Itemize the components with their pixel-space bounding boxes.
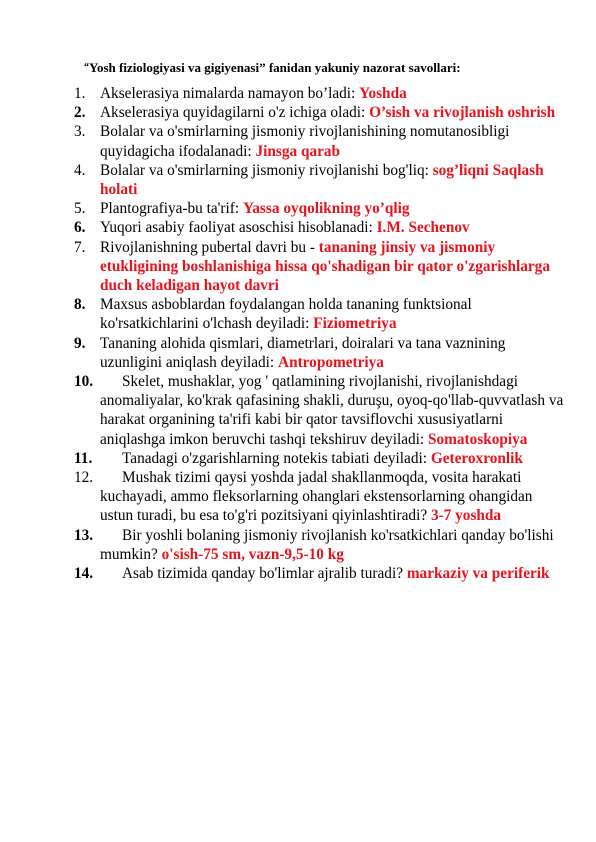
question-item-7 [74, 238, 564, 296]
question-text: Bolalar va o'smirlarning jismoniy rivojlanishining nomutanosibligi quyidagicha ifodalanadi: [100, 123, 510, 160]
answer-text: Somatoskopiya [427, 430, 528, 448]
question-number: 11. [74, 449, 93, 467]
question-item-8 [74, 295, 564, 333]
question-number: 5. [74, 200, 86, 218]
answer-text: markaziy va periferik [406, 565, 550, 583]
question-list [74, 84, 564, 583]
answer-text: Yassa oyqolikning yo’qlig [242, 200, 410, 218]
question-item-5 [74, 199, 564, 218]
answer-text: Geteroxronlik [430, 449, 523, 467]
question-text: Bolalar va o'smirlarning jismoniy rivojlanishi bog'liq: [100, 161, 433, 179]
question-number: 10. [74, 373, 94, 391]
question-text: Rivojlanishning pubertal davri bu - [100, 238, 319, 256]
question-item-13 [74, 526, 564, 564]
answer-text: o'sish-75 sm, vazn-9,5-10 kg [161, 545, 344, 563]
question-text: Maxsus asboblardan foydalangan holda tananing funktsional ko'rsatkichlarini o'lchash deyiladi: [100, 296, 472, 333]
question-number: 1. [74, 85, 86, 102]
answer-text: O’sish va rivojlanish oshrish [369, 104, 556, 122]
answer-text: tananing jinsiy va jismoniy etukligining boshlanishiga hissa qo'shadigan bir qator o'zgarishlarga duch keladigan hayot davri [100, 238, 550, 295]
question-text: Bir yoshli bolaning jismoniy rivojlanish ko'rsatkichlari qanday bo'lishi mumkin? [100, 526, 554, 563]
question-text: Akselerasiya quyidagilarni o'z ichiga oladi: [100, 104, 370, 122]
question-text: Mushak tizimi qaysi yoshda jadal shakllanmoqda, vosita harakati kuchayadi, ammo fleksorlarning ohanglari ekstensorlarning ohangidan ustun turadi, bu esa to'g'ri pozitsiyani qiyinlashtiradi? [100, 469, 533, 525]
question-number: 8. [74, 296, 86, 314]
question-item-12 [74, 468, 564, 526]
question-number: 7. [74, 238, 86, 256]
question-number: 6. [74, 219, 86, 237]
question-number: 2. [74, 104, 86, 122]
question-number: 14. [74, 565, 94, 583]
question-item-1 [74, 84, 564, 103]
question-item-4 [74, 161, 564, 199]
question-text: Asab tizimida qanday bo'limlar ajralib turadi? [122, 565, 407, 583]
page-title [84, 60, 461, 76]
question-number: 3. [74, 123, 86, 141]
question-text: Akselerasiya nimalarda namayon bo’ladi: [100, 85, 360, 102]
question-number: 4. [74, 161, 86, 179]
question-text: Tanadagi o'zgarishlarning notekis tabiati deyiladi: [122, 449, 431, 467]
answer-text: Yoshda [359, 85, 407, 102]
question-number: 13. [74, 526, 94, 544]
question-item-3 [74, 122, 564, 160]
question-item-6 [74, 218, 564, 237]
question-text: Plantografiya-bu ta'rif: [100, 200, 243, 218]
question-item-10 [74, 372, 564, 449]
title-open-quote: “ [84, 62, 89, 73]
question-number: 12. [74, 469, 94, 487]
answer-text: 3-7 yoshda [430, 507, 502, 525]
question-text: Skelet, mushaklar, yog ' qatlamining rivojlanishi, rivojlanishdagi anomaliyalar, ko'krak qafasining shakli, duruşu, oyoq-qo'llab-quvvatlash va harakat organining ta'rifi kabi bir qator tavsiflovchi xususiyatlarni aniqlashga imkon beruvchi tashqi tekshiruv deyiladi: [100, 373, 564, 448]
question-item-11 [74, 449, 564, 468]
answer-text: Fiziometriya [313, 315, 397, 333]
answer-text: sog’liqni Saqlash holati [100, 161, 544, 199]
question-item-2 [74, 103, 564, 122]
answer-text: I.M. Sechenov [376, 219, 470, 237]
question-item-14 [74, 564, 564, 583]
answer-text: Antropometriya [278, 353, 384, 371]
question-text: Yuqori asabiy faoliyat asoschisi hisoblanadi: [100, 219, 377, 237]
question-item-9 [74, 334, 564, 372]
title-text: Yosh fiziologiyasi va gigiyenasi” fanidan yakuniy nazorat savollari: [89, 60, 461, 75]
answer-text: Jinsga qarab [255, 142, 341, 160]
question-number: 9. [74, 334, 86, 352]
question-text: Tananing alohida qismlari, diametrlari, doiralari va tana vaznining uzunligini aniqlash deyiladi: [100, 334, 506, 371]
